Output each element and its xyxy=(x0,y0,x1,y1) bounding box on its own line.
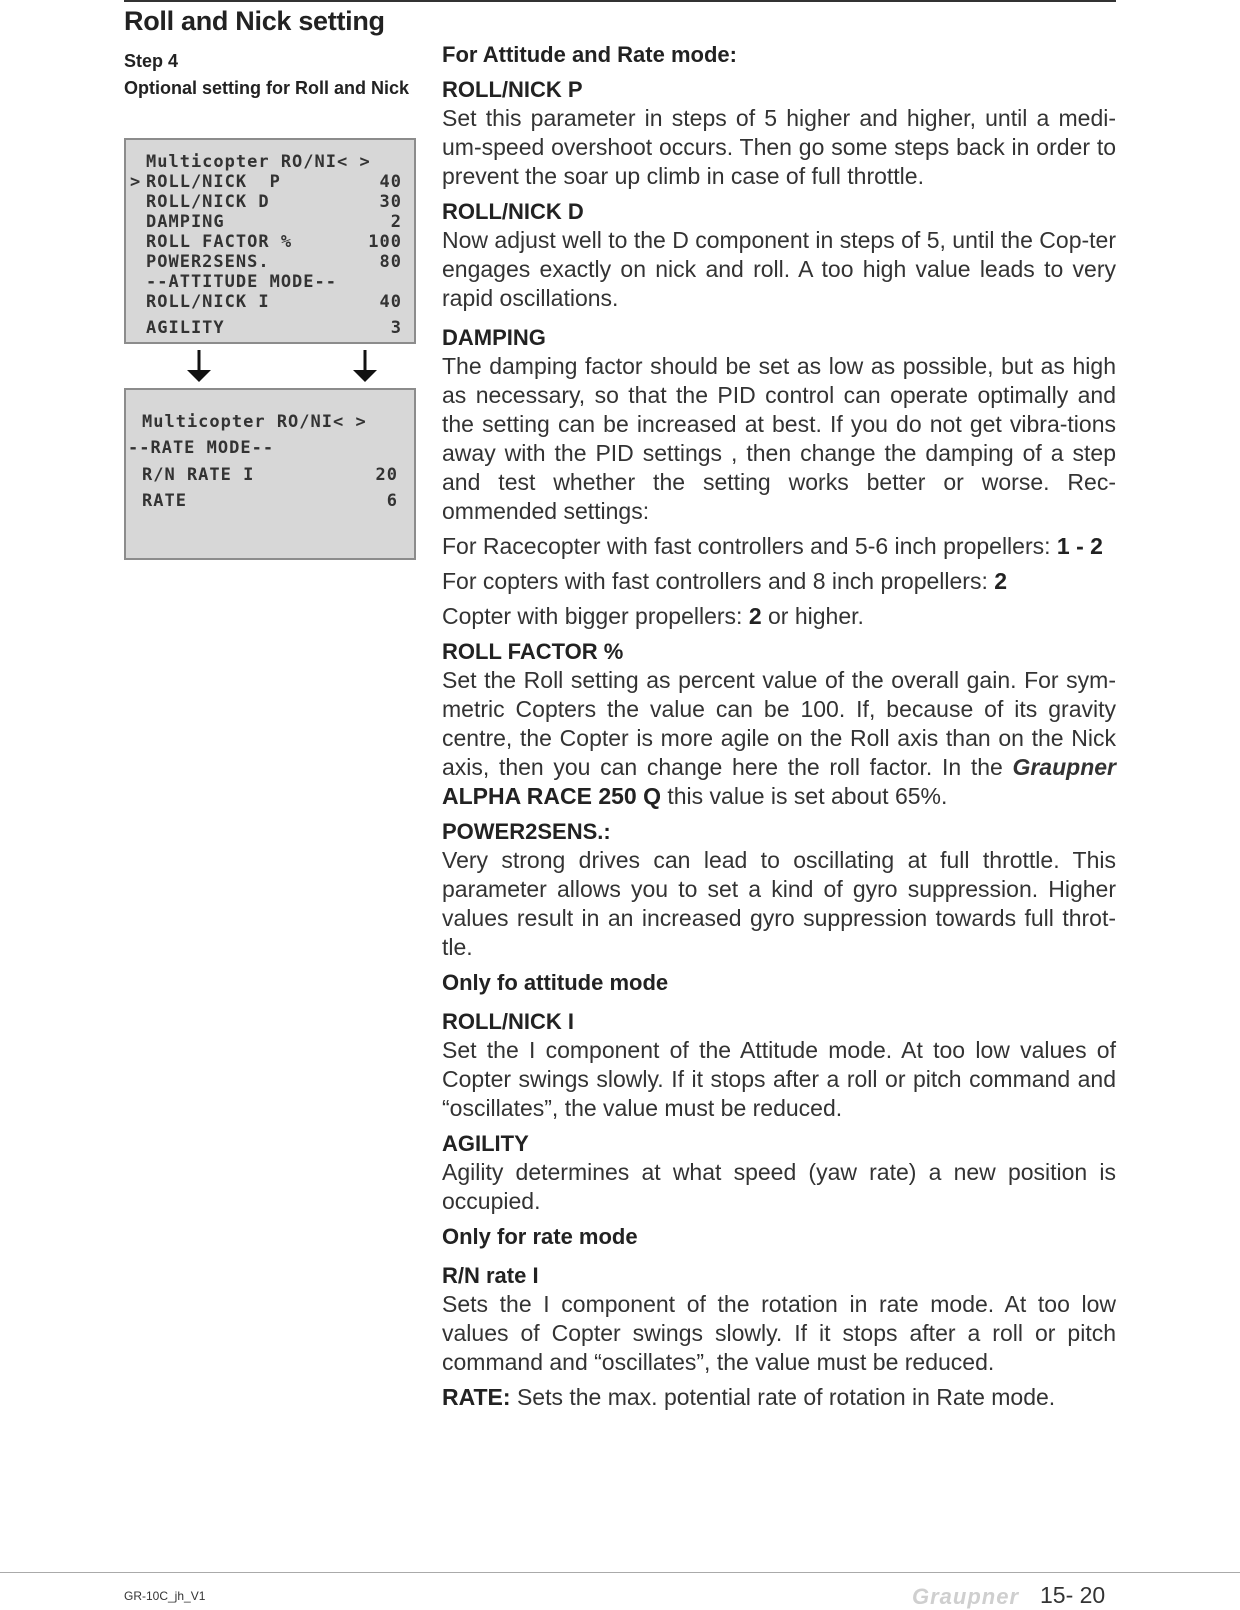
lcd-row: RATE 6 xyxy=(142,491,398,511)
subsection-heading: Only fo attitude mode xyxy=(442,970,669,995)
lcd-title: Multicopter RO/NI< > xyxy=(146,152,371,172)
lcd-row: R/N RATE I 20 xyxy=(142,465,398,485)
param-text: Set the Roll setting as percent value of the overall gain. For sym-metric Copters the value can be 100. If, because of its gravity centre, the Copter is more agile on the Roll axis than on the Nick axis, then you can change here the roll factor. In the Graupner ALPHA RACE 250 Q this value is set about 65%. xyxy=(442,667,1116,809)
param-title: AGILITY xyxy=(442,1131,529,1156)
footer-rule xyxy=(0,1572,1240,1573)
recommendation: For copters with fast controllers and 8 inch propellers: 2 xyxy=(442,568,1008,594)
model-name: ALPHA RACE 250 Q xyxy=(442,783,661,809)
step-subtitle: Optional setting for Roll and Nick xyxy=(124,78,410,98)
top-rule xyxy=(124,0,1116,2)
lcd-section: --RATE MODE-- xyxy=(128,438,275,458)
param-text: The damping factor should be set as low as possible, but as high as necessary, so that the PID control can operate optimally and the setting can be increased at best. If you do not get vibra-tions away with the PID settings , then change the damping of a step and test whether the setting works better or worse. Rec-ommended settings: xyxy=(442,353,1116,524)
lcd-row: ROLL FACTOR % 100 xyxy=(146,232,402,252)
param-title: ROLL/NICK P xyxy=(442,77,583,102)
doc-id: GR-10C_jh_V1 xyxy=(124,1589,206,1603)
param-text: Sets the I component of the rotation in rate mode. At too low values of Copter swings slowly. If it stops after a roll or pitch command and “oscillates”, the value must be reduced. xyxy=(442,1291,1116,1375)
param-title: R/N rate I xyxy=(442,1263,539,1288)
down-arrow-icon xyxy=(353,350,377,382)
param-text: Set this parameter in steps of 5 higher and higher, until a medi-um-speed overshoot occurs. Then go some steps back in order to prevent the soar up climb in case of full throttle. xyxy=(442,105,1116,189)
param-title: ROLL/NICK I xyxy=(442,1009,574,1034)
lcd-row: ROLL/NICK D 30 xyxy=(146,192,402,212)
rate-paragraph: RATE: Sets the max. potential rate of rotation in Rate mode. xyxy=(442,1384,1056,1410)
lcd-screen-rate xyxy=(124,388,416,560)
step-block xyxy=(124,48,409,102)
param-text: Very strong drives can lead to oscillating at full throttle. This parameter allows you to set a kind of gyro suppression. Higher values result in an increased gyro suppression towards full throt-tle. xyxy=(442,847,1116,960)
lcd-title: Multicopter RO/NI< > xyxy=(142,412,367,432)
content-column xyxy=(442,40,1116,1412)
rate-label: RATE: xyxy=(442,1384,511,1410)
lcd-row: AGILITY 3 xyxy=(146,318,402,338)
down-arrow-icon xyxy=(187,350,211,382)
recommendation: Copter with bigger propellers: 2 or higher. xyxy=(442,603,864,629)
lcd-row: DAMPING 2 xyxy=(146,212,402,232)
param-title: DAMPING xyxy=(442,325,546,350)
section-heading: For Attitude and Rate mode: xyxy=(442,42,737,67)
down-arrows xyxy=(124,350,416,384)
param-text: Agility determines at what speed (yaw rate) a new position is occupied. xyxy=(442,1159,1116,1214)
page-title: Roll and Nick setting xyxy=(124,6,385,36)
brand-name: Graupner xyxy=(1012,754,1116,780)
param-title: POWER2SENS.: xyxy=(442,819,611,844)
lcd-row: ROLL/NICK P 40 xyxy=(146,172,402,192)
recommendation: For Racecopter with fast controllers and 5-6 inch propellers: 1 - 2 xyxy=(442,533,1103,559)
param-title: ROLL/NICK D xyxy=(442,199,584,224)
param-text: Set the I component of the Attitude mode. At too low values of Copter swings slowly. If it stops after a roll or pitch command and “oscillates”, the value must be reduced. xyxy=(442,1037,1116,1121)
subsection-heading: Only for rate mode xyxy=(442,1224,638,1249)
lcd-cursor: > xyxy=(130,172,142,192)
lcd-row: ROLL/NICK I 40 xyxy=(146,292,402,312)
lcd-screen-attitude xyxy=(124,138,416,344)
param-title: ROLL FACTOR % xyxy=(442,639,624,664)
lcd-row: --ATTITUDE MODE-- xyxy=(146,272,337,292)
step-label: Step 4 xyxy=(124,51,179,71)
lcd-row: POWER2SENS. 80 xyxy=(146,252,402,272)
param-text: Now adjust well to the D component in steps of 5, until the Cop-ter engages exactly on nick and roll. A too high value leads to very rapid oscillations. xyxy=(442,227,1116,311)
page-number: 15- 20 xyxy=(1040,1582,1106,1608)
footer-brand-logo: Graupner xyxy=(912,1584,1020,1609)
